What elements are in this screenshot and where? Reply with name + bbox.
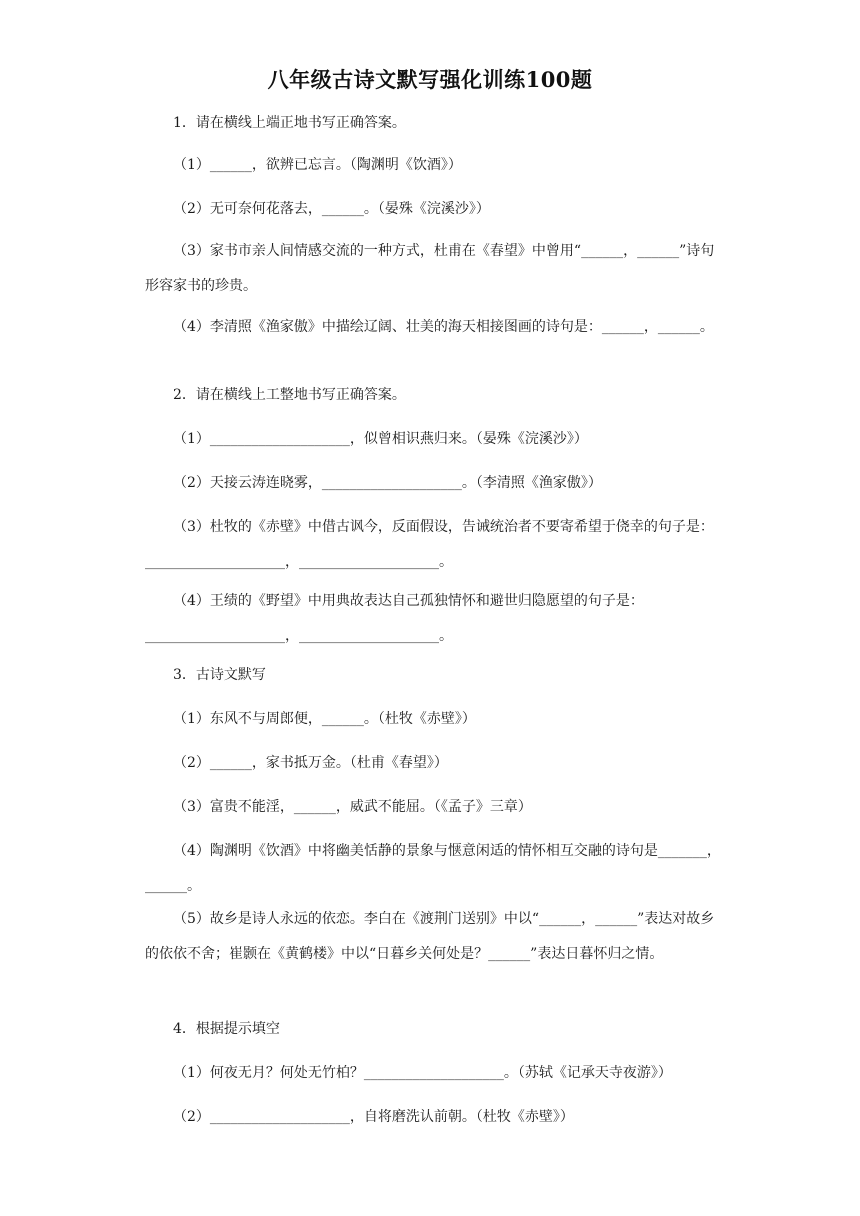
question-line: （3）家书市亲人间情感交流的一种方式，杜甫在《春望》中曾用“______，______”诗句形容家书的珍贵。: [145, 243, 715, 294]
section-heading: 1．请在横线上端正地书写正确答案。: [173, 115, 406, 131]
question-line: （1）______，欲辨已忘言。（陶渊明《饮酒》）: [173, 157, 462, 173]
section-heading: 4．根据提示填空: [173, 1021, 280, 1037]
page-title: 八年级古诗文默写强化训练100题: [267, 67, 593, 92]
section-heading: 3．古诗文默写: [173, 667, 266, 683]
section-heading: 2．请在横线上工整地书写正确答案。: [173, 387, 406, 403]
question-line: （4）王绩的《野望》中用典故表达自己孤独情怀和避世归隐愿望的句子是：____________________，____________________。: [145, 593, 644, 644]
question-line: （4）李清照《渔家傲》中描绘辽阔、壮美的海天相接图画的诗句是：______，______。: [173, 319, 714, 335]
question-line: （4）陶渊明《饮酒》中将幽美恬静的景象与惬意闲适的情怀相互交融的诗句是_______，______。: [145, 843, 721, 894]
question-line: （1）何夜无月？何处无竹柏？____________________。（苏轼《记承天寺夜游》）: [173, 1065, 672, 1081]
question-line: （1）东风不与周郎便，______。（杜牧《赤壁》）: [173, 711, 476, 727]
question-line: （2）______，家书抵万金。（杜甫《春望》）: [173, 755, 448, 771]
question-line: （2）____________________，自将磨洗认前朝。（杜牧《赤壁》）: [173, 1109, 574, 1125]
question-line: （2）天接云涛连晓雾，____________________。（李清照《渔家傲》）: [173, 475, 602, 491]
question-line: （2）无可奈何花落去，______。（晏殊《浣溪沙》）: [173, 201, 490, 217]
question-line: （1）____________________，似曾相识燕归来。（晏殊《浣溪沙》）: [173, 431, 588, 447]
question-line: （3）富贵不能淫，______，威武不能屈。（《孟子》三章）: [173, 799, 532, 815]
question-line: （3）杜牧的《赤壁》中借古讽今，反面假设，告诫统治者不要寄希望于侥幸的句子是：____________________，____________________。: [145, 519, 714, 570]
question-line: （5）故乡是诗人永远的依恋。李白在《渡荆门送别》中以“______，______”表达对故乡的依依不舍；崔颢在《黄鹤楼》中以“日暮乡关何处是？______”表达日暮怀归之情。: [145, 911, 715, 962]
